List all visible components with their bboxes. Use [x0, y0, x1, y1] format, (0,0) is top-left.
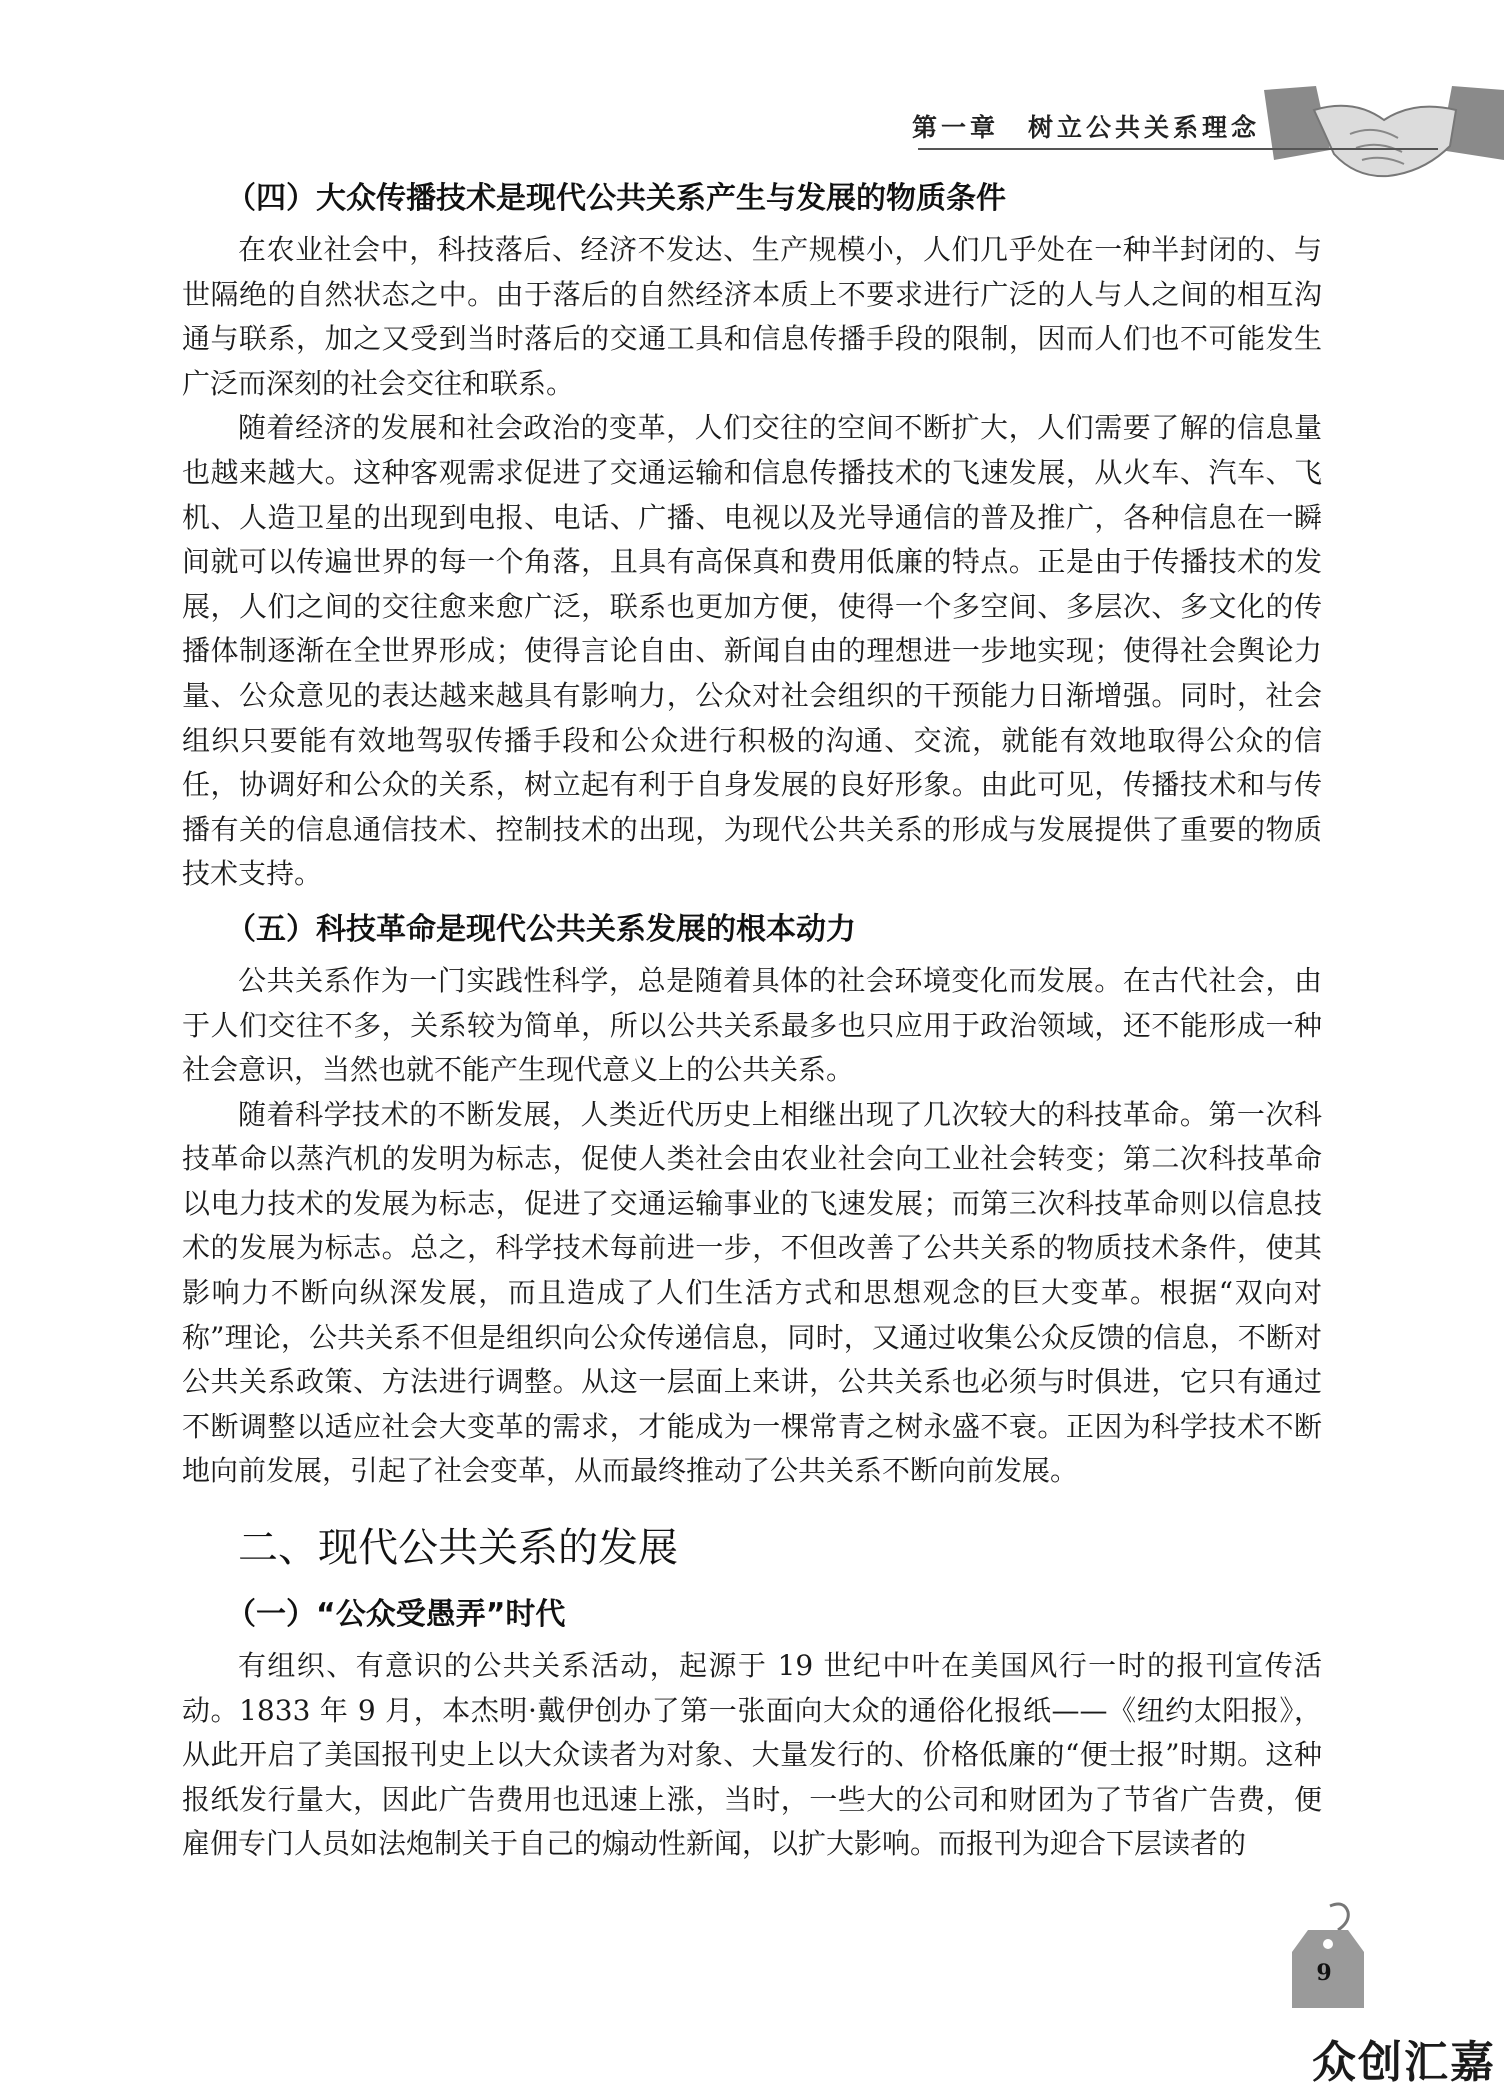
section-heading-4: （四）大众传播技术是现代公共关系产生与发展的物质条件: [226, 181, 1006, 216]
section-heading-5: （五）科技革命是现代公共关系发展的根本动力: [226, 911, 856, 947]
watermark-logo: 众创汇嘉: [1312, 2037, 1496, 2088]
subsection-heading-1: （一）“公众受愚弄”时代: [226, 1597, 566, 1633]
chapter-header-title: 第一章 树立公共关系理念: [911, 113, 1260, 142]
page-body: [182, 166, 1322, 1867]
paragraph: 随着经济的发展和社会政治的变革，人们交往的空间不断扩大，人们需要了解的信息量也越来越大。这种客观需求促进了交通运输和信息传播技术的飞速发展，从火车、汽车、飞机、人造卫星的出现到电报、电话、广播、电视以及光导通信的普及推广，各种信息在一瞬间就可以传遍世界的每一个角落，且具有高保真和费用低廉的特点。正是由于传播技术的发展，人们之间的交往愈来愈广泛，联系也更加方便，使得一个多空间、多层次、多文化的传播体制逐渐在全世界形成；使得言论自由、新闻自由的理想进一步地实现；使得社会舆论力量、公众意见的表达越来越具有影响力，公众对社会组织的干预能力日渐增强。同时，社会组织只要能有效地驾驭传播手段和公众进行积极的沟通、交流，就能有效地取得公众的信任，协调好和公众的关系，树立起有利于自身发展的良好形象。由此可见，传播技术和与传播有关的信息通信技术、控制技术的出现，为现代公共关系的形成与发展提供了重要的物质技术支持。: [182, 411, 1322, 891]
page-tag-icon: [1292, 1900, 1372, 2010]
paragraph: 在农业社会中，科技落后、经济不发达、生产规模小，人们几乎处在一种半封闭的、与世隔绝的自然状态之中。由于落后的自然经济本质上不要求进行广泛的人与人之间的相互沟通与联系，加之又受到当时落后的交通工具和信息传播手段的限制，因而人们也不可能发生广泛而深刻的社会交往和联系。: [182, 233, 1322, 400]
header-divider: [918, 148, 1438, 150]
page-number: 9: [1316, 1960, 1332, 1986]
major-section-heading: 二、现代公共关系的发展: [238, 1525, 678, 1572]
paragraph: 有组织、有意识的公共关系活动，起源于 19 世纪中叶在美国风行一时的报刊宣传活动。1833 年 9 月，本杰明·戴伊创办了第一张面向大众的通俗化报纸——《纽约太阳报》，从此开启了美国报刊史上以大众读者为对象、大量发行的、价格低廉的“便士报”时期。这种报纸发行量大，因此广告费用也迅速上涨，当时，一些大的公司和财团为了节省广告费，便雇佣专门人员如法炮制关于自己的煽动性新闻，以扩大影响。而报刊为迎合下层读者的: [182, 1649, 1322, 1861]
paragraph: 随着科学技术的不断发展，人类近代历史上相继出现了几次较大的科技革命。第一次科技革命以蒸汽机的发明为标志，促使人类社会由农业社会向工业社会转变；第二次科技革命以电力技术的发展为标志，促进了交通运输事业的飞速发展；而第三次科技革命则以信息技术的发展为标志。总之，科学技术每前进一步，不但改善了公共关系的物质技术条件，使其影响力不断向纵深发展，而且造成了人们生活方式和思想观念的巨大变革。根据“双向对称”理论，公共关系不但是组织向公众传递信息，同时，又通过收集公众反馈的信息，不断对公共关系政策、方法进行调整。从这一层面上来讲，公共关系也必须与时俱进，它只有通过不断调整以适应社会大变革的需求，才能成为一棵常青之树永盛不衰。正因为科学技术不断地向前发展，引起了社会变革，从而最终推动了公共关系不断向前发展。: [182, 1097, 1322, 1488]
paragraph: 公共关系作为一门实践性科学，总是随着具体的社会环境变化而发展。在古代社会，由于人们交往不多，关系较为简单，所以公共关系最多也只应用于政治领域，还不能形成一种社会意识，当然也就不能产生现代意义上的公共关系。: [182, 963, 1322, 1087]
